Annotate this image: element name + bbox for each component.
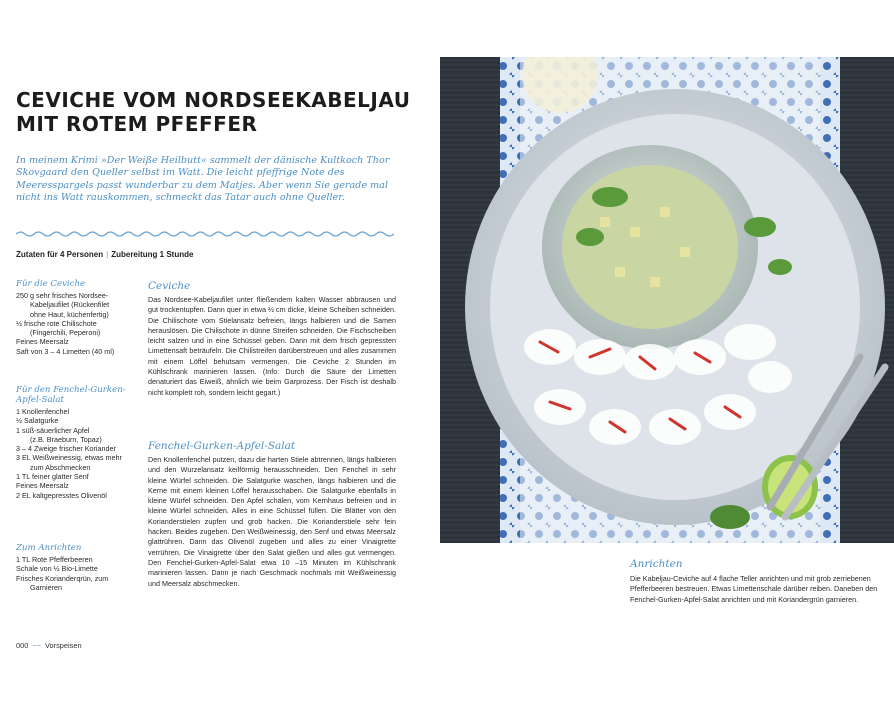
ingredient-item: Frisches Korianderqrün, zum: [16, 573, 109, 583]
serve-section: [630, 558, 885, 605]
left-page: [0, 0, 440, 715]
ingredients-salad: [16, 385, 136, 500]
intro-text: In meinem Krimi »Der Weiße Heilbutt« sammelt der dänische Kultkoch Thor Skovgaard den Queller selbst im Watt. Die leicht pfeffrige Note des Meeresspargels passt wunderbar zu dem Matjes. Aber wenn Sie gerade mal nicht ins Watt rauskommen, schmeckt das Tatar auch ohne Queller.: [16, 155, 390, 204]
ingredient-item: Garnieren: [30, 582, 62, 592]
section-name: Vorspeisen: [44, 641, 82, 650]
wave-divider: [16, 230, 394, 238]
ingredient-item: 250 g sehr frisches Nordsee-: [16, 291, 109, 300]
recipe-meta: [16, 250, 193, 259]
ingredient-item: 3 – 4 Zweige frischer Koriander: [16, 444, 116, 454]
ingredients-salad-heading-line2: Apfel-Salat: [16, 395, 64, 405]
ingredient-item: (z.B. Braeburn, Topaz): [30, 434, 102, 444]
page-footer: [16, 641, 82, 650]
ingredients-serve: [16, 543, 136, 592]
ingredient-item: (Fingerchili, Peperoni): [30, 328, 101, 338]
footer-wave-icon: ~~: [32, 641, 41, 650]
method-ceviche-heading: Ceviche: [148, 280, 191, 292]
ingredient-item: Saft von 3 – 4 Limetten (40 ml): [16, 346, 115, 356]
ingredient-item: 2 EL kaltgepresstes Olivenöl: [16, 490, 107, 500]
ingredient-item: ohne Haut, küchenfertig): [30, 309, 109, 319]
serve-heading: Anrichten: [630, 558, 683, 570]
serve-text: Die Kabeljau-Ceviche auf 4 flache Teller anrichten und mit grob zerriebenen Pfefferbeeren bestreuen. Etwas Limettenschale darüber reiben. Daneben den Fenchel-Gurken-Apfel-Salat anrichten und mit Koriandergrün garnieren.: [630, 574, 878, 604]
servings: Zutaten für 4 Personen: [16, 250, 104, 259]
dish-photo: [440, 57, 894, 543]
right-page: [440, 0, 894, 715]
ingredient-item: zum Abschmecken: [30, 462, 91, 472]
recipe-title: [16, 88, 410, 136]
ingredient-item: Feines Meersalz: [16, 481, 69, 491]
ingredients-ceviche: [16, 279, 136, 356]
ingredient-item: Kabeljaufilet (Rückenfilet: [30, 300, 110, 310]
title-line-2: MIT ROTEM PFEFFER: [16, 112, 258, 136]
method-ceviche: [148, 280, 396, 398]
page-number: 000: [16, 641, 29, 650]
ingredient-item: 1 Knollenfenchel: [16, 407, 70, 416]
dish-photo-illustration: [440, 57, 894, 543]
prep-time: Zubereitung 1 Stunde: [111, 250, 194, 259]
ingredient-item: 1 süß-säuerlicher Apfel: [16, 425, 90, 435]
ingredients-salad-heading: [16, 385, 136, 405]
ingredient-item: Schale von ½ Bio-Limette: [16, 564, 98, 574]
method-salad-text: Den Knollenfenchel putzen, dazu die harten Stiele abtrennen, längs halbieren und den Wurzelansatz keilförmig herausschneiden. Den Fenchel in sehr kleine Würfel schneiden. Die Salatgurke waschen, längs halbieren und die Kerne mit einem kleinen Löffel herausschaben. Die Salatgurke ebenfalls in kleine Würfel schneiden. Den Apfel schälen, vom Kernhaus befreien und in kleine Würfel schneiden. Alles in eine Schüssel füllen. Die Blätter von den Korianderstielen zupfen und grob hacken. Die Korianderstiele sehr fein hacken. Beides zugeben. Den Weißweinessig, den Senf und etwas Meersalz glattrühren. Dann das Olivenöl zugeben und alles zu einer Vinaigrette verrühren. Die Vinaigrette über den Salat gießen und alles gut vermengen. Den Fenchel-Gurken-Apfel-Salat etwa 10 –15 Minuten im Kühlschrank marinieren lassen. Dann je nach Geschmack nochmals mit Weißweinessig und Meersalz abschmecken.: [148, 455, 396, 588]
method-salad: [148, 440, 396, 589]
title-line-1: CEVICHE VOM NORDSEEKABELJAU: [16, 88, 411, 112]
ingredient-item: 1 TL feiner glatter Senf: [16, 472, 89, 482]
ingredient-item: ½ Salatgurke: [16, 416, 59, 426]
ingredient-item: 3 EL Weißweinessig, etwas mehr: [16, 453, 122, 463]
ingredient-item: Feines Meersalz: [16, 337, 69, 347]
meta-separator: |: [106, 250, 109, 259]
method-ceviche-text: Das Nordsee-Kabeljaufilet unter fließendem kalten Wasser abbrausen und gut trockentupfen. Dann quer in etwa ½ cm dicke, kleine Scheiben schneiden. Die Chilischote vom Stielansatz befreien, längs halbieren und die Samen herauslösen. Die Chilischote in dünne Streifen schneiden. Die Fischscheiben leicht salzen und in eine Schüssel geben. Dann mit dem frisch gepressten Limettensaft beträufeln. Die Chilistreifen darüberstreuen und alles zusammen mit einem Löffel behutsam vermengen. Die Ceviche 2 Stunden im Kühlschrank marinieren lassen. (Info: Durch die Säure der Limetten denaturiert das Eiweiß, ähnlich wie beim Garprozess. Der Fisch ist deshalb nicht komplett roh, sondern leicht gegart.): [148, 295, 396, 397]
ingredient-item: ½ frische rote Chilischote: [16, 318, 97, 328]
ingredients-serve-heading: Zum Anrichten: [16, 543, 82, 553]
ingredients-salad-heading-line1: Für den Fenchel-Gurken-: [16, 385, 126, 395]
ingredients-ceviche-heading: Für die Ceviche: [16, 279, 86, 289]
ingredient-item: 1 TL Rote Pfefferbeeren: [16, 555, 93, 564]
method-salad-heading: Fenchel-Gurken-Apfel-Salat: [148, 440, 296, 452]
